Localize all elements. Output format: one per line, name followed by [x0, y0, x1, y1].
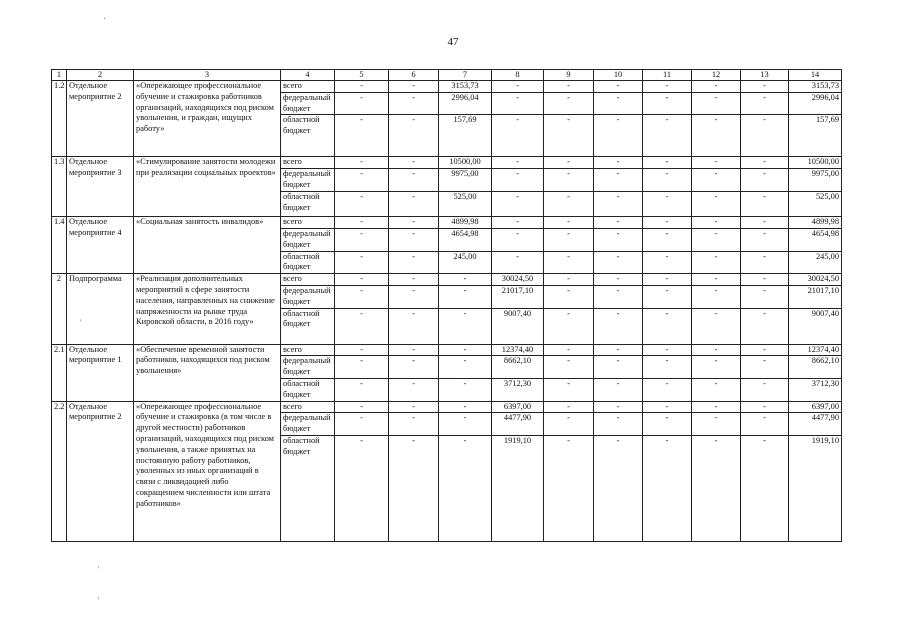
- scan-speck: ': [98, 596, 100, 605]
- total-cell: 3712,30: [789, 378, 842, 401]
- value-cell: -: [335, 115, 389, 157]
- value-cell: -: [439, 285, 492, 308]
- value-cell: -: [335, 378, 389, 401]
- funding-source: всего: [281, 344, 335, 356]
- funding-source: всего: [281, 81, 335, 93]
- item-kind: Отдельное мероприятие 4: [67, 217, 134, 274]
- value-cell: -: [335, 356, 389, 379]
- value-cell: 9975,00: [439, 169, 492, 192]
- value-cell: -: [439, 378, 492, 401]
- value-cell: -: [544, 401, 594, 413]
- value-cell: -: [692, 92, 741, 115]
- value-cell: -: [335, 401, 389, 413]
- value-cell: -: [741, 285, 789, 308]
- value-cell: 157,69: [439, 115, 492, 157]
- value-cell: -: [335, 217, 389, 229]
- column-header: 4: [281, 70, 335, 81]
- value-cell: 2996,04: [439, 92, 492, 115]
- value-cell: 10500,00: [439, 157, 492, 169]
- value-cell: -: [692, 378, 741, 401]
- table-row: [52, 274, 842, 286]
- value-cell: 30024,50: [492, 274, 544, 286]
- column-header: 14: [789, 70, 842, 81]
- scan-speck: ': [104, 16, 106, 25]
- total-cell: 1919,10: [789, 435, 842, 541]
- value-cell: -: [741, 92, 789, 115]
- value-cell: -: [594, 274, 643, 286]
- value-cell: -: [643, 192, 692, 217]
- value-cell: -: [335, 228, 389, 251]
- header-row: [52, 70, 842, 81]
- value-cell: -: [643, 251, 692, 274]
- value-cell: -: [335, 435, 389, 541]
- value-cell: -: [594, 192, 643, 217]
- value-cell: -: [692, 308, 741, 344]
- item-number: 2.1: [52, 344, 67, 401]
- value-cell: -: [643, 344, 692, 356]
- value-cell: -: [594, 401, 643, 413]
- value-cell: -: [439, 274, 492, 286]
- value-cell: -: [741, 401, 789, 413]
- total-cell: 4899,98: [789, 217, 842, 229]
- column-header: 1: [52, 70, 67, 81]
- column-header: 12: [692, 70, 741, 81]
- item-description: «Опережающее профессиональное обучение и стажировка работников организаций, находящихся под риском увольнения, и граждан, ищущих работу»: [134, 81, 281, 157]
- item-description: «Социальная занятость инвалидов»: [134, 217, 281, 274]
- value-cell: -: [389, 401, 439, 413]
- value-cell: -: [544, 92, 594, 115]
- value-cell: -: [335, 285, 389, 308]
- value-cell: -: [643, 356, 692, 379]
- value-cell: -: [741, 169, 789, 192]
- column-header: 10: [594, 70, 643, 81]
- value-cell: -: [643, 157, 692, 169]
- value-cell: -: [594, 169, 643, 192]
- value-cell: -: [594, 251, 643, 274]
- value-cell: -: [492, 92, 544, 115]
- value-cell: -: [643, 308, 692, 344]
- value-cell: 8662,10: [492, 356, 544, 379]
- value-cell: -: [594, 285, 643, 308]
- total-cell: 9007,40: [789, 308, 842, 344]
- total-cell: 8662,10: [789, 356, 842, 379]
- funding-source: федеральный бюджет: [281, 413, 335, 436]
- item-kind: Отдельное мероприятие 1: [67, 344, 134, 401]
- value-cell: -: [594, 92, 643, 115]
- value-cell: -: [741, 435, 789, 541]
- value-cell: -: [741, 192, 789, 217]
- column-header: 11: [643, 70, 692, 81]
- table-row: [52, 157, 842, 169]
- value-cell: -: [544, 308, 594, 344]
- value-cell: -: [594, 115, 643, 157]
- item-description: «Обеспечение временной занятости работников, находящихся под риском увольнения»: [134, 344, 281, 401]
- table-body: [52, 70, 842, 542]
- value-cell: -: [389, 217, 439, 229]
- value-cell: -: [492, 157, 544, 169]
- value-cell: -: [692, 435, 741, 541]
- value-cell: -: [335, 308, 389, 344]
- value-cell: -: [643, 92, 692, 115]
- value-cell: -: [741, 115, 789, 157]
- value-cell: -: [389, 274, 439, 286]
- total-cell: 245,00: [789, 251, 842, 274]
- total-cell: 30024,50: [789, 274, 842, 286]
- value-cell: -: [544, 228, 594, 251]
- column-header: 6: [389, 70, 439, 81]
- value-cell: -: [692, 192, 741, 217]
- funding-source: областной бюджет: [281, 115, 335, 157]
- item-number: 1.4: [52, 217, 67, 274]
- value-cell: -: [439, 401, 492, 413]
- value-cell: -: [492, 228, 544, 251]
- value-cell: -: [544, 435, 594, 541]
- value-cell: -: [389, 378, 439, 401]
- value-cell: -: [335, 274, 389, 286]
- funding-source: всего: [281, 274, 335, 286]
- value-cell: -: [594, 308, 643, 344]
- value-cell: -: [439, 413, 492, 436]
- value-cell: -: [692, 344, 741, 356]
- item-number: 1.3: [52, 157, 67, 217]
- value-cell: -: [741, 217, 789, 229]
- funding-source: федеральный бюджет: [281, 356, 335, 379]
- value-cell: -: [741, 228, 789, 251]
- item-description: «Опережающее профессиональное обучение и стажировка (в том числе в другой местности) работников организаций, находящихся под риском увольнения, а также принятых на постоянную работу работников, уволенных из иных организаций в связи с ликвидацией либо сокращением численности или штата работников»: [134, 401, 281, 541]
- value-cell: 6397,00: [492, 401, 544, 413]
- value-cell: -: [741, 344, 789, 356]
- value-cell: -: [439, 435, 492, 541]
- funding-source: областной бюджет: [281, 308, 335, 344]
- value-cell: -: [741, 251, 789, 274]
- value-cell: -: [544, 169, 594, 192]
- item-description: «Реализация дополнительных мероприятий в сфере занятости населения, направленных на снижение напряженности на рынке труда Кировской области, в 2016 году»: [134, 274, 281, 344]
- value-cell: -: [692, 413, 741, 436]
- value-cell: -: [544, 344, 594, 356]
- value-cell: -: [544, 274, 594, 286]
- column-header: 13: [741, 70, 789, 81]
- value-cell: -: [544, 378, 594, 401]
- value-cell: -: [335, 413, 389, 436]
- funding-source: всего: [281, 217, 335, 229]
- total-cell: 3153,73: [789, 81, 842, 93]
- value-cell: -: [389, 157, 439, 169]
- value-cell: -: [544, 413, 594, 436]
- value-cell: -: [544, 115, 594, 157]
- value-cell: -: [643, 228, 692, 251]
- value-cell: -: [741, 413, 789, 436]
- column-header: 9: [544, 70, 594, 81]
- item-description: «Стимулирование занятости молодежи при реализации социальных проектов»: [134, 157, 281, 217]
- value-cell: -: [643, 378, 692, 401]
- value-cell: 525,00: [439, 192, 492, 217]
- value-cell: -: [335, 344, 389, 356]
- value-cell: -: [335, 192, 389, 217]
- value-cell: -: [492, 169, 544, 192]
- value-cell: -: [544, 217, 594, 229]
- funding-source: федеральный бюджет: [281, 169, 335, 192]
- value-cell: -: [335, 251, 389, 274]
- table-row: [52, 401, 842, 413]
- value-cell: 3712,30: [492, 378, 544, 401]
- value-cell: -: [389, 228, 439, 251]
- item-kind: Отдельное мероприятие 2: [67, 81, 134, 157]
- column-header: 5: [335, 70, 389, 81]
- column-header: 7: [439, 70, 492, 81]
- value-cell: -: [643, 285, 692, 308]
- value-cell: -: [643, 217, 692, 229]
- funding-source: федеральный бюджет: [281, 228, 335, 251]
- funding-source: областной бюджет: [281, 435, 335, 541]
- value-cell: -: [594, 228, 643, 251]
- value-cell: -: [643, 413, 692, 436]
- value-cell: -: [544, 356, 594, 379]
- value-cell: -: [389, 308, 439, 344]
- value-cell: -: [692, 169, 741, 192]
- funding-source: федеральный бюджет: [281, 92, 335, 115]
- value-cell: -: [741, 378, 789, 401]
- value-cell: -: [389, 435, 439, 541]
- value-cell: -: [741, 308, 789, 344]
- value-cell: -: [389, 285, 439, 308]
- value-cell: -: [741, 81, 789, 93]
- value-cell: -: [692, 217, 741, 229]
- column-header: 3: [134, 70, 281, 81]
- value-cell: -: [594, 81, 643, 93]
- value-cell: -: [692, 285, 741, 308]
- value-cell: -: [692, 274, 741, 286]
- item-kind: Отдельное мероприятие 2: [67, 401, 134, 541]
- total-cell: 6397,00: [789, 401, 842, 413]
- value-cell: -: [439, 308, 492, 344]
- value-cell: -: [544, 192, 594, 217]
- value-cell: 1919,10: [492, 435, 544, 541]
- value-cell: -: [692, 157, 741, 169]
- total-cell: 2996,04: [789, 92, 842, 115]
- item-kind: Отдельное мероприятие 3: [67, 157, 134, 217]
- value-cell: -: [692, 356, 741, 379]
- value-cell: -: [492, 251, 544, 274]
- value-cell: -: [389, 115, 439, 157]
- value-cell: 4899,98: [439, 217, 492, 229]
- total-cell: 525,00: [789, 192, 842, 217]
- value-cell: -: [643, 81, 692, 93]
- value-cell: -: [389, 251, 439, 274]
- value-cell: -: [594, 378, 643, 401]
- total-cell: 10500,00: [789, 157, 842, 169]
- funding-source: всего: [281, 401, 335, 413]
- value-cell: 4654,98: [439, 228, 492, 251]
- value-cell: -: [643, 115, 692, 157]
- table-row: [52, 81, 842, 93]
- value-cell: -: [544, 157, 594, 169]
- value-cell: -: [544, 81, 594, 93]
- value-cell: -: [389, 169, 439, 192]
- funding-source: областной бюджет: [281, 378, 335, 401]
- scan-speck: ': [98, 565, 100, 574]
- value-cell: -: [439, 356, 492, 379]
- value-cell: -: [643, 435, 692, 541]
- value-cell: -: [594, 435, 643, 541]
- page-number: 47: [447, 36, 459, 48]
- funding-source: федеральный бюджет: [281, 285, 335, 308]
- value-cell: 21017,10: [492, 285, 544, 308]
- value-cell: -: [389, 92, 439, 115]
- value-cell: -: [594, 413, 643, 436]
- funding-source: областной бюджет: [281, 192, 335, 217]
- item-number: 2.2: [52, 401, 67, 541]
- item-number: 1.2: [52, 81, 67, 157]
- value-cell: -: [741, 157, 789, 169]
- value-cell: -: [741, 274, 789, 286]
- table-row: [52, 217, 842, 229]
- value-cell: -: [389, 81, 439, 93]
- value-cell: -: [335, 81, 389, 93]
- item-number: 2: [52, 274, 67, 344]
- total-cell: 4654,98: [789, 228, 842, 251]
- value-cell: -: [692, 228, 741, 251]
- value-cell: -: [335, 157, 389, 169]
- value-cell: -: [643, 274, 692, 286]
- value-cell: -: [594, 356, 643, 379]
- value-cell: -: [335, 92, 389, 115]
- column-header: 8: [492, 70, 544, 81]
- table-row: [52, 344, 842, 356]
- value-cell: -: [389, 344, 439, 356]
- value-cell: -: [389, 192, 439, 217]
- value-cell: -: [492, 115, 544, 157]
- value-cell: -: [335, 169, 389, 192]
- funding-source: областной бюджет: [281, 251, 335, 274]
- item-kind: Подпрограмма: [67, 274, 134, 344]
- value-cell: -: [692, 81, 741, 93]
- value-cell: -: [594, 217, 643, 229]
- value-cell: -: [492, 192, 544, 217]
- value-cell: -: [544, 251, 594, 274]
- value-cell: -: [643, 169, 692, 192]
- total-cell: 4477,90: [789, 413, 842, 436]
- value-cell: -: [544, 285, 594, 308]
- scan-speck: ': [80, 318, 82, 327]
- total-cell: 21017,10: [789, 285, 842, 308]
- value-cell: -: [643, 401, 692, 413]
- value-cell: -: [389, 356, 439, 379]
- value-cell: -: [692, 401, 741, 413]
- total-cell: 12374,40: [789, 344, 842, 356]
- funding-source: всего: [281, 157, 335, 169]
- value-cell: -: [492, 81, 544, 93]
- value-cell: -: [692, 115, 741, 157]
- total-cell: 157,69: [789, 115, 842, 157]
- value-cell: -: [741, 356, 789, 379]
- value-cell: 4477,90: [492, 413, 544, 436]
- value-cell: 245,00: [439, 251, 492, 274]
- value-cell: -: [389, 413, 439, 436]
- value-cell: -: [594, 157, 643, 169]
- value-cell: 3153,73: [439, 81, 492, 93]
- value-cell: 9007,40: [492, 308, 544, 344]
- value-cell: -: [439, 344, 492, 356]
- budget-table: [51, 69, 842, 542]
- total-cell: 9975,00: [789, 169, 842, 192]
- column-header: 2: [67, 70, 134, 81]
- value-cell: 12374,40: [492, 344, 544, 356]
- value-cell: -: [594, 344, 643, 356]
- value-cell: -: [492, 217, 544, 229]
- value-cell: -: [692, 251, 741, 274]
